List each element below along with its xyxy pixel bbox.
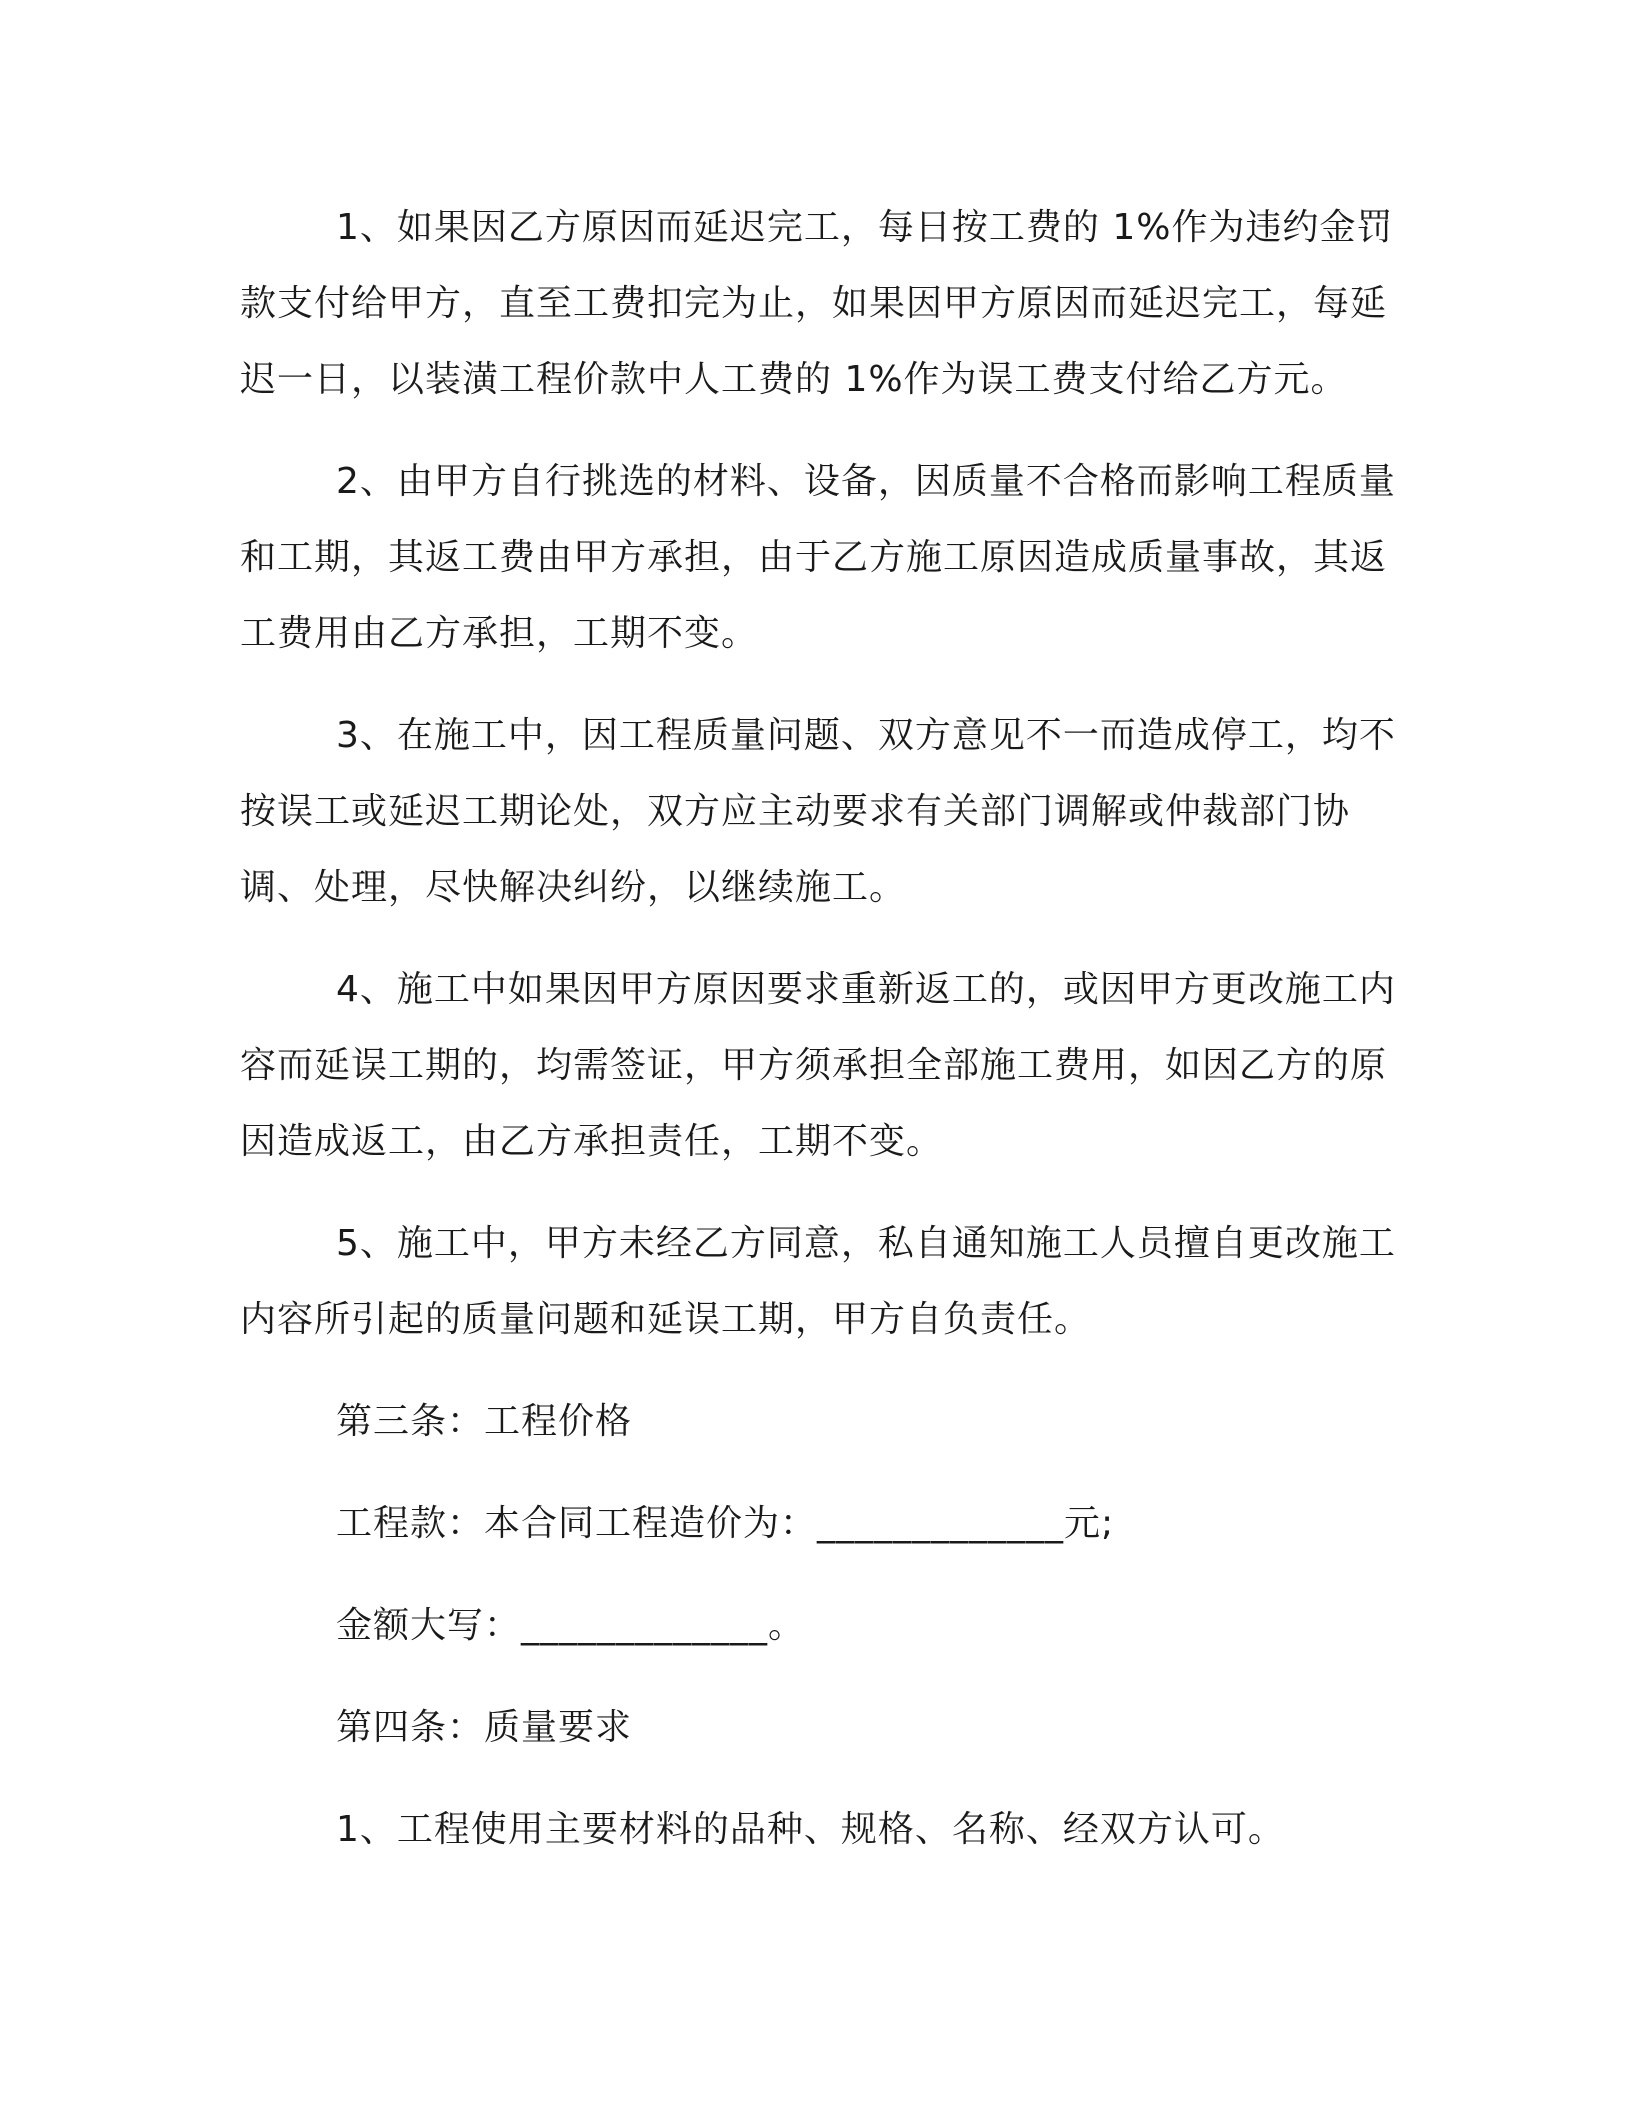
price-line: 工程款：本合同工程造价为：_____________元;: [336, 1503, 1115, 1544]
clause-2: 2、由甲方自行挑选的材料、设备，因质量不合格而影响工程质量和工期，其返工费由甲方承担，由于乙方施工原因造成质量事故，其返工费用由乙方承担，工期不变。: [240, 461, 1396, 654]
clause-4: 4、施工中如果因甲方原因要求重新返工的，或因甲方更改施工内容而延误工期的，均需签证，甲方须承担全部施工费用，如因乙方的原因造成返工，由乙方承担责任，工期不变。: [240, 969, 1396, 1162]
document-body: [240, 190, 1420, 1894]
clause-3: 3、在施工中，因工程质量问题、双方意见不一而造成停工，均不按误工或延迟工期论处，双方应主动要求有关部门调解或仲裁部门协调、处理，尽快解决纠纷，以继续施工。: [240, 715, 1396, 908]
article-3-heading: 第三条：工程价格: [336, 1401, 633, 1442]
amount-line: 金额大写：_____________。: [336, 1605, 806, 1646]
quality-item-1: 1、工程使用主要材料的品种、规格、名称、经双方认可。: [336, 1809, 1285, 1850]
clause-1: 1、如果因乙方原因而延迟完工，每日按工费的 1%作为违约金罚款支付给甲方，直至工费扣完为止，如果因甲方原因而延迟完工，每延迟一日，以装潢工程价款中人工费的 1%作为误工费支付给乙方元。: [240, 207, 1394, 400]
article-4-heading: 第四条：质量要求: [336, 1707, 633, 1748]
clause-5: 5、施工中，甲方未经乙方同意，私自通知施工人员擅自更改施工内容所引起的质量问题和延误工期，甲方自负责任。: [240, 1223, 1396, 1340]
